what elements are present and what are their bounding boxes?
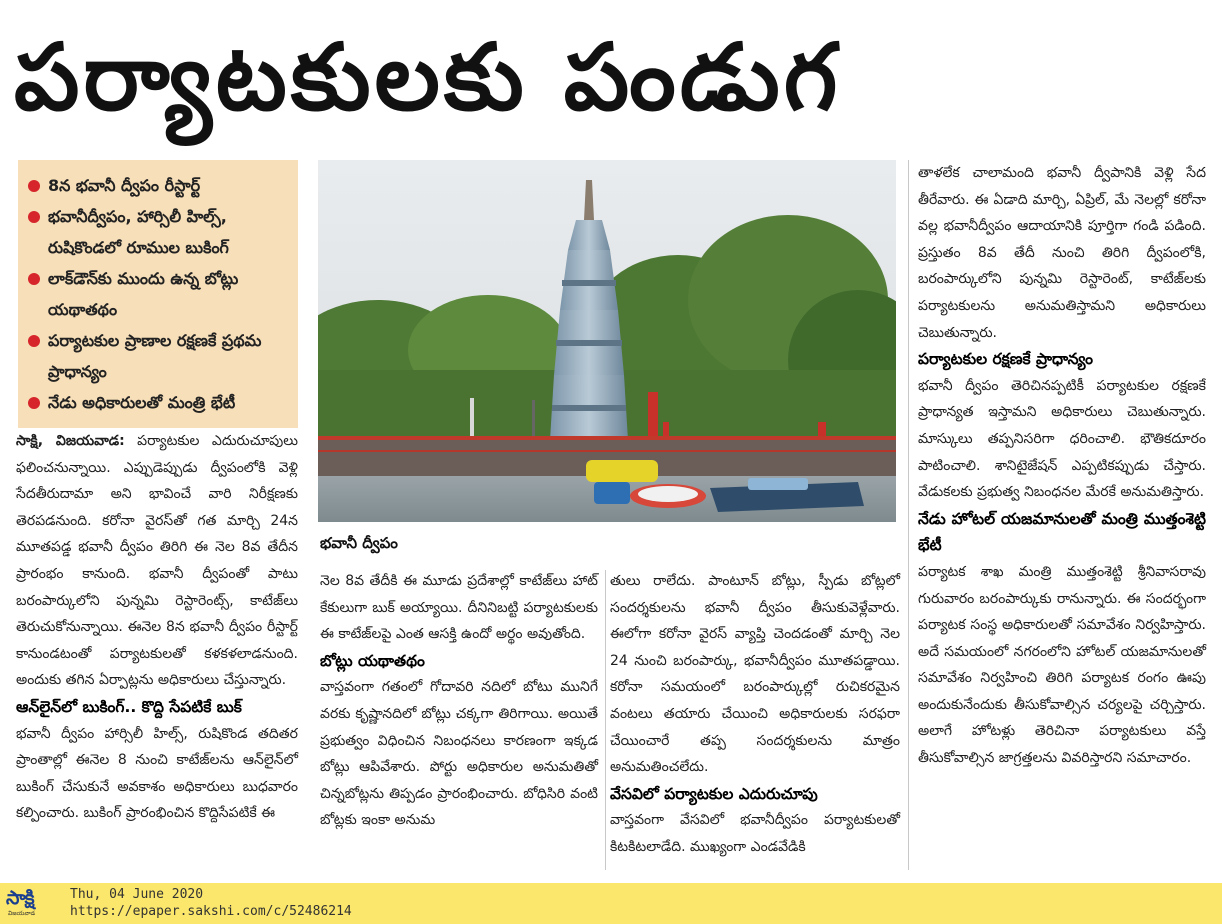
paragraph bbox=[16, 428, 298, 694]
footer-bar bbox=[0, 883, 1222, 924]
paragraph: భవానీ ద్వీపం హార్సిలీ హిల్స్, రుషికొండ తదితర ప్రాంతాల్లో ఈనెల 8 నుంచి కాటేజ్‌లను ఆన్‌లైన్‌లో బుకింగ్ చేసుకునే అవకాశం అధికారులు బుధవారం కల్పించారు. బుకింగ్ ప్రారంభించిన కొద్దిసేపటికే ఈ bbox=[16, 725, 298, 822]
sakshi-logo[interactable] bbox=[6, 887, 60, 919]
paragraph: వాస్తవంగా వేసవిలో భవానీద్వీపం పర్యాటకులతో కిటకిటలాడేది. ముఖ్యంగా ఎండవేడికి bbox=[610, 812, 900, 855]
highlight-item bbox=[28, 263, 290, 325]
dateline: సాక్షి, విజయవాడ: bbox=[16, 433, 125, 449]
highlight-item bbox=[28, 170, 290, 201]
article-column-2 bbox=[320, 568, 598, 834]
highlight-text: పర్యాటకుల ప్రాణాల రక్షణకే ప్రథమ ప్రాధాన్యం bbox=[48, 331, 262, 381]
island-photo bbox=[318, 160, 896, 522]
subheading: ఆన్‌లైన్‌లో బుకింగ్.. కొద్ది సేపటికే బుక్ bbox=[16, 697, 242, 716]
paragraph: తాళలేక చాలామంది భవానీ ద్వీపానికి వెళ్లి సేద తీరేవారు. ఈ ఏడాది మార్చి, ఏప్రిల్, మే నెలల్లో కరోనా వల్ల భవానీద్వీపం ఆదాయానికి పూర్తిగా గండి పడింది. ప్రస్తుతం 8వ తేదీ నుంచి తిరిగి ద్వీపంలోకి, బరంపార్కులోని పున్నమి రెస్టారెంట్, కాటేజ్‌లకు పర్యాటకులను అనుమతిస్తామని అధికారులు చెబుతున్నారు. bbox=[918, 165, 1206, 341]
bullet-icon bbox=[28, 397, 40, 409]
highlight-text: భవానీద్వీపం, హార్సిలీ హిల్స్, రుషికొండలో రూముల బుకింగ్ bbox=[48, 207, 229, 257]
edition-date: Thu, 04 June 2020 bbox=[70, 887, 204, 902]
highlight-text: నేడు అధికారులతో మంత్రి భేటీ bbox=[48, 393, 236, 412]
epaper-link[interactable]: https://epaper.sakshi.com/c/52486214 bbox=[70, 904, 352, 919]
paragraph: నెల 8వ తేదీకి ఈ మూడు ప్రదేశాల్లో కాటేజ్‌లు హాట్ కేకులుగా బుక్ అయ్యాయి. దీనినిబట్టి పర్యాటకులకు ఈ కాటేజ్‌లపై ఎంత ఆసక్తి ఉందో అర్థం అవుతోంది. bbox=[320, 573, 598, 643]
highlight-text: 8న భవానీ ద్వీపం రీస్టార్ట్ bbox=[48, 176, 201, 195]
paragraph: వాస్తవంగా గతంలో గోదావరి నదిలో బోటు మునిగే వరకు కృష్ణానదిలో బోట్లు చక్కగా తిరిగాయి. అయితే ప్రభుత్వం విధించిన నిబంధనలు కారణంగా ఇక్కడ బోట్లు ఆపివేశారు. పోర్టు అధికారుల అనుమతితో చిన్నబోట్లను తిప్పడం ప్రారంభించారు. బోధిసిరి వంటి బోట్లకు ఇంకా అనుమ bbox=[320, 679, 598, 829]
bullet-icon bbox=[28, 273, 40, 285]
bullet-icon bbox=[28, 335, 40, 347]
highlight-item bbox=[28, 325, 290, 387]
subheading: పర్యాటకుల రక్షణకే ప్రాధాన్యం bbox=[918, 350, 1093, 369]
bullet-icon bbox=[28, 180, 40, 192]
article-column-1 bbox=[16, 428, 298, 827]
photo-caption: భవానీ ద్వీపం bbox=[320, 534, 398, 552]
highlight-item bbox=[28, 201, 290, 263]
bullet-icon bbox=[28, 211, 40, 223]
paragraph: భవానీ ద్వీపం తెరిచినప్పటికీ పర్యాటకుల రక్షణకే ప్రాధాన్యత ఇస్తామని అధికారులు చెబుతున్నారు. మాస్కులు తప్పనిసరిగా ధరించాలి. భౌతికదూరం పాటించాలి. శానిటైజేషన్ ఎప్పటికప్పుడు చేస్తారు. వేడుకలకు ప్రభుత్వ నిబంధనల మేరకే అనుమతిస్తారు. bbox=[918, 377, 1206, 501]
highlight-item bbox=[28, 387, 290, 418]
headline: పర్యాటకులకు పండుగ bbox=[14, 24, 842, 131]
island-photo-illustration bbox=[318, 160, 896, 522]
highlights-box bbox=[18, 160, 298, 428]
highlight-text: లాక్‌డౌన్‌కు ముందు ఉన్న బోట్లు యథాతథం bbox=[48, 269, 239, 319]
article-column-4 bbox=[918, 160, 1206, 772]
subheading: వేసవిలో పర్యాటకుల ఎదురుచూపు bbox=[610, 784, 818, 803]
article-column-3 bbox=[610, 568, 900, 861]
logo-subtext: విజయవాడ bbox=[8, 910, 36, 917]
subheading: బోట్లు యథాతథం bbox=[320, 651, 425, 670]
column-divider bbox=[605, 570, 606, 870]
paragraph: పర్యాటక శాఖ మంత్రి ముత్తంశెట్టి శ్రీనివాసరావు గురువారం బరంపార్కుకు రానున్నారు. ఈ సందర్భంగా పర్యాటక సంస్థ అధికారులతో సమావేశం నిర్వహిస్తారు. అదే సమయంలో నగరంలోని హోటల్ యజమానులతో సమావేశం నిర్వహించి తిరిగి పర్యాటక రంగం ఊపు అందుకునేందుకు తీసుకోవాల్సిన చర్యలపై చర్చిస్తారు. అలాగే హోటళ్లు తెరిచినా పర్యాటకులు వస్తే తీసుకోవాల్సిన జాగ్రత్తలను వివరిస్తారని సమాచారం. bbox=[918, 563, 1206, 767]
column-divider bbox=[908, 160, 909, 870]
paragraph: తులు రాలేదు. పాంటూన్ బోట్లు, స్పీడు బోట్లలో సందర్శకులను భవానీ ద్వీపం తీసుకువెళ్లేవారు. ఈలోగా కరోనా వైరస్ వ్యాప్తి చెందడంతో మార్చి నెల 24 నుంచి బరంపార్కు, భవానీద్వీపం మూతపడ్డాయి. కరోనా సమయంలో బరంపార్కుల్లో రుచికరమైన వంటలు తయారు చేయించి అధికారులకు సరఫరా చేయించారే తప్ప సందర్శకులను మాత్రం అనుమతించలేదు. bbox=[610, 573, 900, 776]
paragraph-text: పర్యాటకుల ఎదురుచూపులు ఫలించనున్నాయి. ఎప్పుడెప్పుడు ద్వీపంలోకి వెళ్లి సేదతీరుదామా అని భావించే వారి నిరీక్షణకు తెరపడనుంది. కరోనా వైరస్‌తో గత మార్చి 24న మూతపడ్డ భవానీ ద్వీపం తిరిగి ఈ నెల 8వ తేదీన ప్రారంభం కానుంది. భవానీ ద్వీపంతో పాటు బరంపార్కులోని పున్నమి రెస్టారెంట్స్, కాటేజ్‌లు తెరుచుకోనున్నాయి. ఈనెల 8న భవానీ ద్వీపం రీస్టార్ట్ కానుండటంతో పర్యాటకులతో కళకళలాడనుంది. అందుకు తగిన ఏర్పాట్లను అధికారులు చేస్తున్నారు. bbox=[16, 433, 298, 689]
subheading: నేడు హోటల్ యజమానులతో మంత్రి ముత్తంశెట్టి భేటీ bbox=[918, 509, 1206, 555]
logo-text: సాక్షి bbox=[6, 887, 34, 909]
